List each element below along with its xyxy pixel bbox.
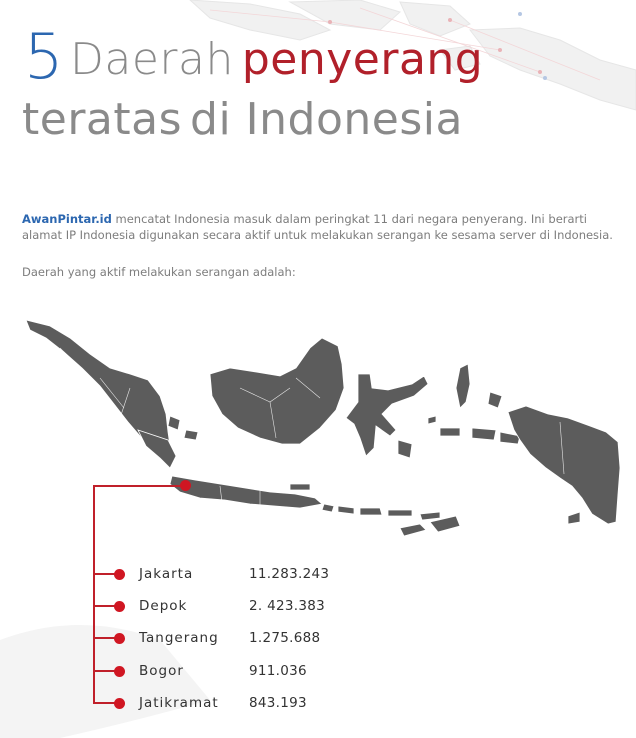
region-name: Jakarta bbox=[139, 566, 194, 582]
map-sumatra bbox=[26, 320, 170, 452]
region-dot bbox=[114, 601, 125, 612]
list-item bbox=[114, 629, 320, 647]
region-dot bbox=[114, 666, 125, 677]
title-line-2 bbox=[22, 94, 463, 145]
region-dot bbox=[114, 698, 125, 709]
leader-line-horizontal bbox=[93, 485, 185, 487]
region-value: 843.193 bbox=[249, 695, 307, 711]
region-name: Depok bbox=[139, 598, 188, 614]
region-value: 11.283.243 bbox=[249, 566, 330, 582]
title-word-daerah: Daerah bbox=[70, 34, 234, 85]
region-dot bbox=[114, 569, 125, 580]
region-dot bbox=[114, 633, 125, 644]
intro-paragraph bbox=[22, 211, 626, 243]
intro-text: mencatat Indonesia masuk dalam peringkat 11 dari negara penyerang. Ini berarti alamat IP Indonesia digunakan secara aktif untuk melakukan serangan ke sesama server di Indonesia. bbox=[22, 212, 613, 242]
title-word-penyerang: penyerang bbox=[241, 34, 484, 85]
title-word-di-indonesia: di Indonesia bbox=[190, 94, 463, 145]
title-line-1 bbox=[70, 34, 484, 85]
map-java bbox=[170, 476, 322, 508]
region-name: Bogor bbox=[139, 663, 184, 679]
region-name: Jatikramat bbox=[139, 695, 219, 711]
title-word-teratas: teratas bbox=[22, 94, 183, 145]
region-value: 911.036 bbox=[249, 663, 307, 679]
map-papua bbox=[508, 406, 620, 524]
indonesia-map bbox=[20, 318, 626, 550]
region-name: Tangerang bbox=[139, 630, 219, 646]
list-item bbox=[114, 597, 325, 615]
region-value: 1.275.688 bbox=[249, 630, 321, 646]
list-item bbox=[114, 662, 307, 680]
map-sulawesi bbox=[346, 374, 428, 456]
brand-name: AwanPintar.id bbox=[22, 212, 112, 226]
list-item bbox=[114, 694, 307, 712]
map-kalimantan bbox=[210, 338, 344, 444]
title-number: 5 bbox=[24, 20, 62, 93]
subheading: Daerah yang aktif melakukan serangan adalah: bbox=[22, 265, 296, 279]
list-item bbox=[114, 565, 329, 583]
region-value: 2. 423.383 bbox=[249, 598, 325, 614]
jakarta-marker bbox=[180, 480, 191, 491]
